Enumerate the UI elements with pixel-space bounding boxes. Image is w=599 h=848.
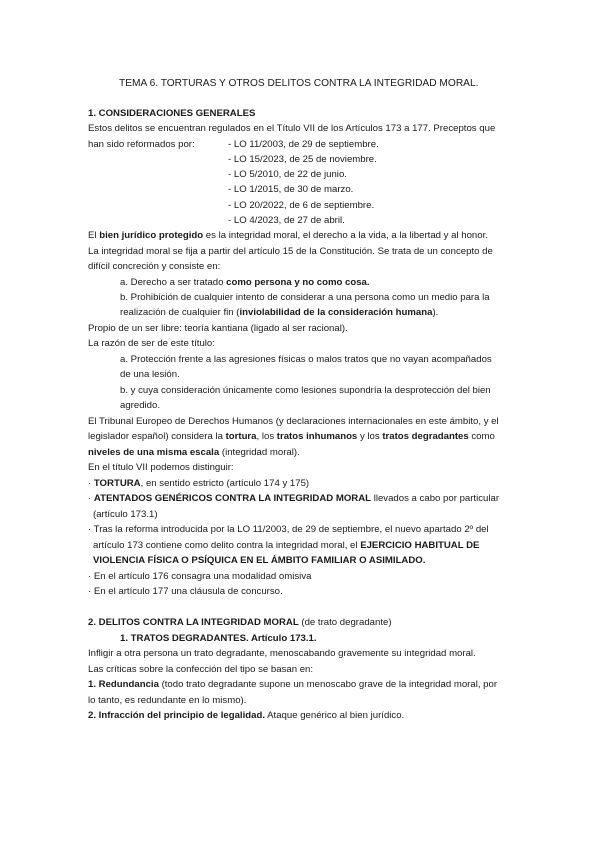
- paragraph-line: 2. Infracción del principio de legalidad. Ataque genérico al bien jurídico.: [88, 710, 405, 721]
- list-item: de una lesión.: [120, 369, 180, 380]
- section-heading: 2. DELITOS CONTRA LA INTEGRIDAD MORAL (de trato degradante): [88, 617, 392, 628]
- bullet-item: · En el artículo 176 consagra una modalidad omisiva: [88, 571, 312, 582]
- reform-item: - LO 5/2010, de 22 de junio.: [228, 169, 347, 180]
- paragraph-line: Propio de un ser libre: teoría kantiana (ligado al ser racional).: [88, 323, 348, 334]
- paragraph-line: El bien jurídico protegido es la integridad moral, el derecho a la vida, a la libertad y al honor.: [88, 230, 488, 241]
- paragraph-line: legislador español) considera la tortura, los tratos inhumanos y los tratos degradantes como: [88, 431, 495, 442]
- document-title: TEMA 6. TORTURAS Y OTROS DELITOS CONTRA LA INTEGRIDAD MORAL.: [119, 78, 479, 89]
- paragraph-line: difícil concreción y consiste en:: [88, 261, 221, 272]
- paragraph-line: La integridad moral se fija a partir del artículo 15 de la Constitución. Se trata de un concepto de: [88, 246, 493, 257]
- list-item: realización de cualquier fin (inviolabilidad de la consideración humana).: [120, 307, 439, 318]
- paragraph-line: lo tanto, es redundante en lo mismo).: [88, 695, 247, 706]
- bullet-item: · En el artículo 177 una cláusula de concurso.: [88, 586, 283, 597]
- bullet-item: (artículo 173.1): [93, 509, 158, 520]
- bullet-item: · Tras la reforma introducida por la LO 11/2003, de 29 de septiembre, el nuevo apartado 2º del: [88, 524, 489, 535]
- reform-item: - LO 20/2022, de 6 de septiembre.: [228, 200, 375, 211]
- paragraph-line: La razón de ser de este título:: [88, 338, 215, 349]
- paragraph-line: En el título VII podemos distinguir:: [88, 462, 234, 473]
- reform-item: - LO 11/2003, de 29 de septiembre.: [228, 139, 379, 150]
- paragraph-line: Las críticas sobre la confección del tipo se basan en:: [88, 664, 314, 675]
- reform-item: - LO 15/2023, de 25 de noviembre.: [228, 154, 377, 165]
- list-item: b. Prohibición de cualquier intento de considerar a una persona como un medio para la: [120, 292, 490, 303]
- list-item: b. y cuya consideración únicamente como lesiones supondría la desprotección del bien: [120, 385, 491, 396]
- bullet-item: · TORTURA, en sentido estricto (artículo 174 y 175): [88, 478, 310, 489]
- list-item: a. Protección frente a las agresiones físicas o malos tratos que no vayan acompañados: [120, 354, 492, 365]
- bullet-item: VIOLENCIA FÍSICA O PSÍQUICA EN EL ÁMBITO FAMILIAR O ASIMILADO.: [93, 555, 426, 566]
- list-item: a. Derecho a ser tratado como persona y no como cosa.: [120, 277, 370, 288]
- paragraph-line: han sido reformados por:: [88, 139, 195, 150]
- paragraph-line: Estos delitos se encuentran regulados en el Título VII de los Artículos 173 a 177. Preceptos que: [88, 123, 496, 134]
- section-heading: 1. CONSIDERACIONES GENERALES: [88, 108, 256, 119]
- bullet-item: · ATENTADOS GENÉRICOS CONTRA LA INTEGRIDAD MORAL llevados a cabo por particular: [88, 493, 500, 504]
- paragraph-line: El Tribunal Europeo de Derechos Humanos (y declaraciones internacionales en este ámbito, y el: [88, 416, 499, 427]
- subsection-heading: 1. TRATOS DEGRADANTES. Artículo 173.1.: [120, 633, 317, 644]
- paragraph-line: Infligir a otra persona un trato degradante, menoscabando gravemente su integridad moral.: [88, 648, 476, 659]
- paragraph-line: niveles de una misma escala (integridad moral).: [88, 447, 300, 458]
- paragraph-line: 1. Redundancia (todo trato degradante supone un menoscabo grave de la integridad moral, por: [88, 679, 498, 690]
- bullet-item: artículo 173 contiene como delito contra la integridad moral, el EJERCICIO HABITUAL DE: [93, 540, 480, 551]
- reform-item: - LO 1/2015, de 30 de marzo.: [228, 184, 354, 195]
- reform-item: - LO 4/2023, de 27 de abril.: [228, 215, 345, 226]
- list-item: agredido.: [120, 400, 161, 411]
